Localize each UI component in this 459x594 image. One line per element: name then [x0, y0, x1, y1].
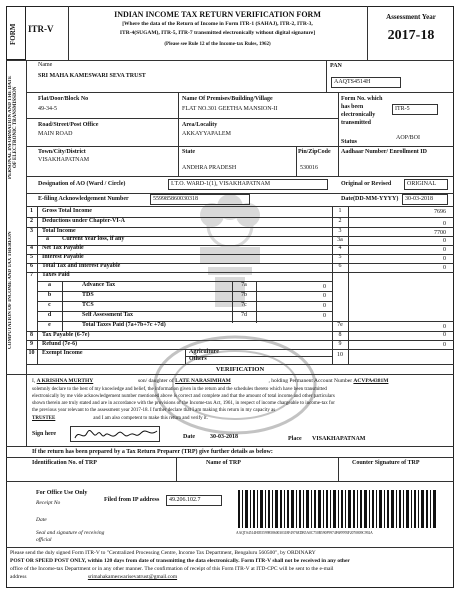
tax-no: a: [48, 282, 51, 288]
barcode-icon: [238, 490, 438, 528]
trp-heading: If the return has been prepared by a Tax Return Preparer (TRP) give further details as below:: [32, 449, 273, 455]
side-label-computation: COMPUTATION OF INCOME AND TAX THEREON: [8, 231, 13, 349]
orig-value: ORIGINAL: [404, 179, 448, 190]
tax-label: TDS: [82, 292, 94, 298]
tax-value: 0: [323, 313, 326, 319]
tax-label: Advance Tax: [82, 282, 116, 288]
row-no: 7: [30, 272, 33, 278]
verification-date-value: 30-03-2018: [210, 434, 238, 440]
footer-address-label: address: [10, 574, 27, 580]
tax-value: 0: [323, 284, 326, 290]
area-label: Area/Locality: [182, 122, 218, 128]
row-label: Current Year loss, if any: [62, 236, 125, 242]
row-label: Net Tax Payable: [42, 245, 84, 251]
assessment-year-value: 2017-18: [387, 28, 435, 43]
pan-text: , holding Permanent Account Number: [268, 378, 353, 384]
row-no: 5: [30, 254, 33, 260]
row-no: 3: [30, 228, 33, 234]
verification-para-4: the previous year relevant to the assessment year 2017-18. I further declare that I am making this return in my capacity as: [32, 408, 276, 413]
verifier-name: A KRISHNA MURTHY: [36, 378, 94, 384]
ack-value: 559985860030318: [150, 194, 250, 205]
row-value: 7700: [434, 230, 446, 236]
tax-label: Self Assessment Tax: [82, 312, 134, 318]
footer-line-2: POST OR SPEED POST ONLY, within 120 days from date of transmitting the data electronically. Form ITR-V shall not be received in any other: [10, 558, 350, 564]
verification-para-3: shown therein are truly stated and are in accordance with the provisions of the Income-tax Act, 1961, in respect of income chargeable to income-tax for: [32, 401, 335, 406]
form-no-label: Form No. which has been electronically transmitted: [341, 96, 383, 126]
place-label: Place: [288, 436, 302, 442]
pin-value: 530016: [300, 165, 318, 171]
name-label: Name: [38, 62, 53, 68]
row-label: Refund (7e-6): [42, 341, 78, 347]
tax-code: 7b: [241, 292, 247, 298]
signature-icon: [71, 427, 161, 443]
signature-box: [70, 426, 160, 442]
tax-code: 7e: [337, 322, 343, 328]
row-code: 9: [338, 341, 342, 347]
row-label: Total Tax and Interest Payable: [42, 263, 121, 269]
row-no: 8: [30, 332, 33, 338]
pan-label: PAN: [330, 63, 342, 69]
row-label: Total Income: [42, 228, 76, 234]
side-label-personal: PERSONAL INFORMATION AND THE DATE OF ELECTRONIC TRANSMISSION: [8, 75, 18, 179]
form-no-value: ITR-5: [392, 104, 438, 115]
row-label: Deductions under Chapter-VI-A: [42, 218, 126, 224]
row-value: 0: [443, 256, 446, 262]
area-value: AKKAYYAPALEM: [182, 131, 231, 137]
row-code: 3: [338, 228, 342, 234]
row-value: 0: [443, 221, 446, 227]
footer-line-3: office of the Income-tax Department or in any other manner. The confirmation of receipt of this Form ITR-V at ITD-CPC will be sent to the e-mail: [10, 566, 334, 572]
flat-label: Flat/Door/Block No: [38, 96, 89, 102]
footer-line-4: [10, 574, 450, 580]
row-label: Taxes Paid: [42, 272, 70, 278]
row-value: 0: [443, 332, 446, 338]
orig-label: Original or Revised: [341, 181, 392, 187]
ao-label: Designation of AO (Ward / Circle): [38, 181, 126, 187]
tax-code: 7d: [241, 312, 247, 318]
form-label: FORM: [9, 23, 17, 45]
verifier-pan: ACVPA4381M: [353, 378, 389, 384]
row-no: 9: [30, 341, 33, 347]
verification-para-5: and I am also competent to make this return and verify it.: [93, 416, 208, 421]
town-label: Town/City/District: [38, 149, 86, 155]
row-label: Tax Payable (6-7e): [42, 332, 90, 338]
flat-value: 49-34-5: [38, 106, 57, 112]
filed-ip-label: Filed from IP address: [104, 497, 160, 503]
agri-label: Agriculture: [189, 349, 219, 355]
filed-ip-value: 49.206.102.7: [166, 495, 222, 506]
others-label: Others: [189, 356, 207, 362]
row-label: Interest Payable: [42, 254, 84, 260]
form-code: ITR-V: [28, 24, 54, 34]
tax-value: 0: [323, 303, 326, 309]
capacity-value: TRUSTEE: [32, 416, 56, 421]
date-label: Date(DD-MM-YYYY): [341, 196, 399, 202]
tax-label: TCS: [82, 302, 94, 308]
state-label: State: [182, 149, 195, 155]
status-label: Status: [341, 139, 358, 145]
place-value: VISAKHAPATNAM: [312, 436, 366, 442]
receipt-label: Receipt No: [36, 500, 61, 506]
form-subtitle-2: ITR-4(SUGAM), ITR-5, ITR-7 transmitted electronically without digital signature]: [119, 30, 316, 36]
status-value: AOP/BOI: [396, 135, 421, 141]
tax-no: b: [47, 292, 52, 298]
tax-label: Total Taxes Paid (7a+7b+7c +7d): [82, 322, 166, 328]
row-no: 1: [30, 208, 33, 214]
verification-para-1: solemnly declare to the best of my knowledge and belief, the information given in the return and the schedules thereto which have been transmitted: [32, 387, 327, 392]
verification-line-5: [32, 416, 452, 421]
son-of-text: son/ daughter of: [137, 378, 174, 384]
tax-no: c: [48, 302, 51, 308]
tax-value: 0: [443, 324, 446, 330]
row-code: 6: [338, 263, 342, 269]
trp-id-label: Identification No. of TRP: [32, 460, 97, 466]
row-label: Exempt Income: [42, 350, 83, 356]
row-value: 0: [443, 247, 446, 253]
row-no: 6: [30, 263, 33, 269]
row-value: 7696: [434, 209, 446, 215]
trp-name-label: Name of TRP: [206, 460, 241, 466]
row-no: a: [46, 236, 49, 242]
row-value: 0: [443, 238, 446, 244]
row-label: Gross Total Income: [42, 208, 92, 214]
tax-code: 7a: [241, 282, 247, 288]
state-value: ANDHRA PRADESH: [182, 165, 237, 171]
tax-value: 0: [323, 293, 326, 299]
town-value: VISAKHAPATNAM: [38, 157, 90, 163]
date-value: 30-03-2018: [402, 194, 448, 205]
cpc-stamp-icon: [150, 330, 320, 440]
aadhaar-label: Aadhaar Number/ Enrollment ID: [341, 149, 427, 155]
row-value: 0: [443, 342, 446, 348]
row-code: 2: [338, 218, 342, 224]
premises-value: FLAT NO.301 GEETHA MANSION-II: [182, 106, 278, 112]
sign-label: Sign here: [32, 431, 57, 437]
row-code: 8: [338, 332, 342, 338]
tax-no: e: [48, 322, 51, 328]
row-no: 10: [28, 350, 35, 356]
ack-label: E-filing Acknowledgement Number: [38, 196, 129, 202]
road-label: Road/Street/Post Office: [38, 122, 99, 128]
row-code: 10: [337, 352, 343, 358]
premises-label: Name Of Premises/Building/Village: [182, 96, 273, 102]
pin-label: Pin/ZipCode: [298, 149, 331, 155]
verification-line-1: I, A KRISHNA MURTHY son/ daughter of LATE NARASIMHAM , holding Permanent Account Number ACVPA4381M: [32, 378, 389, 384]
father-name: LATE NARASIMHAM: [175, 378, 231, 384]
footer-line-1: Please send the duly signed Form ITR-V to "Centralized Processing Centre, Income Tax Department, Bengaluru 560500", by ORDINARY: [10, 550, 316, 556]
row-no: 2: [30, 218, 33, 224]
office-use-label: For Office Use Only: [36, 490, 88, 496]
tax-no: d: [47, 312, 52, 318]
tax-code: 7c: [241, 302, 247, 308]
row-no: 4: [30, 245, 33, 251]
name-value: SRI MAHA KAMESWARI SEVA TRUST: [38, 73, 146, 79]
form-subtitle-3: (Please see Rule 12 of the Income-tax Rules, 1962): [164, 42, 271, 47]
pan-value: AAQTS4514H: [331, 77, 401, 88]
row-code: 5: [338, 254, 342, 260]
verification-date-label: Date: [183, 434, 195, 440]
row-code: 3a: [337, 237, 343, 243]
ao-value: I.T.O. WARD-1(1), VISAKHAPATNAM: [168, 179, 328, 190]
verification-heading: VERIFICATION: [215, 366, 265, 373]
verification-para-2: electronically by me vide acknowledgement number mentioned above is correct and complete and that the amount of total income and other particulars: [32, 394, 335, 399]
road-value: MAIN ROAD: [38, 131, 73, 137]
office-date-label: Date: [36, 517, 47, 523]
barcode-text: AAQTS4514H05559985860030318F4976EDB5A0C750B590F9974F6FFFBF2070809C992A: [236, 531, 373, 535]
trp-sig-label: Counter Signature of TRP: [352, 460, 420, 466]
row-code: 1: [338, 208, 342, 214]
assessment-year-label: Assessment Year: [386, 13, 436, 21]
form-title: INDIAN INCOME TAX RETURN VERIFICATION FORM: [114, 10, 321, 19]
seal-label: Seal and signature of receiving official: [36, 530, 105, 543]
form-subtitle-1: [Where the data of the Return of Income in Form ITR-1 (SAHAJ), ITR-2, ITR-3,: [122, 21, 313, 27]
row-code: 4: [338, 245, 342, 251]
row-value: 0: [443, 265, 446, 271]
footer-email: srimahakameswarisevatrust@gmail.com: [87, 574, 178, 580]
